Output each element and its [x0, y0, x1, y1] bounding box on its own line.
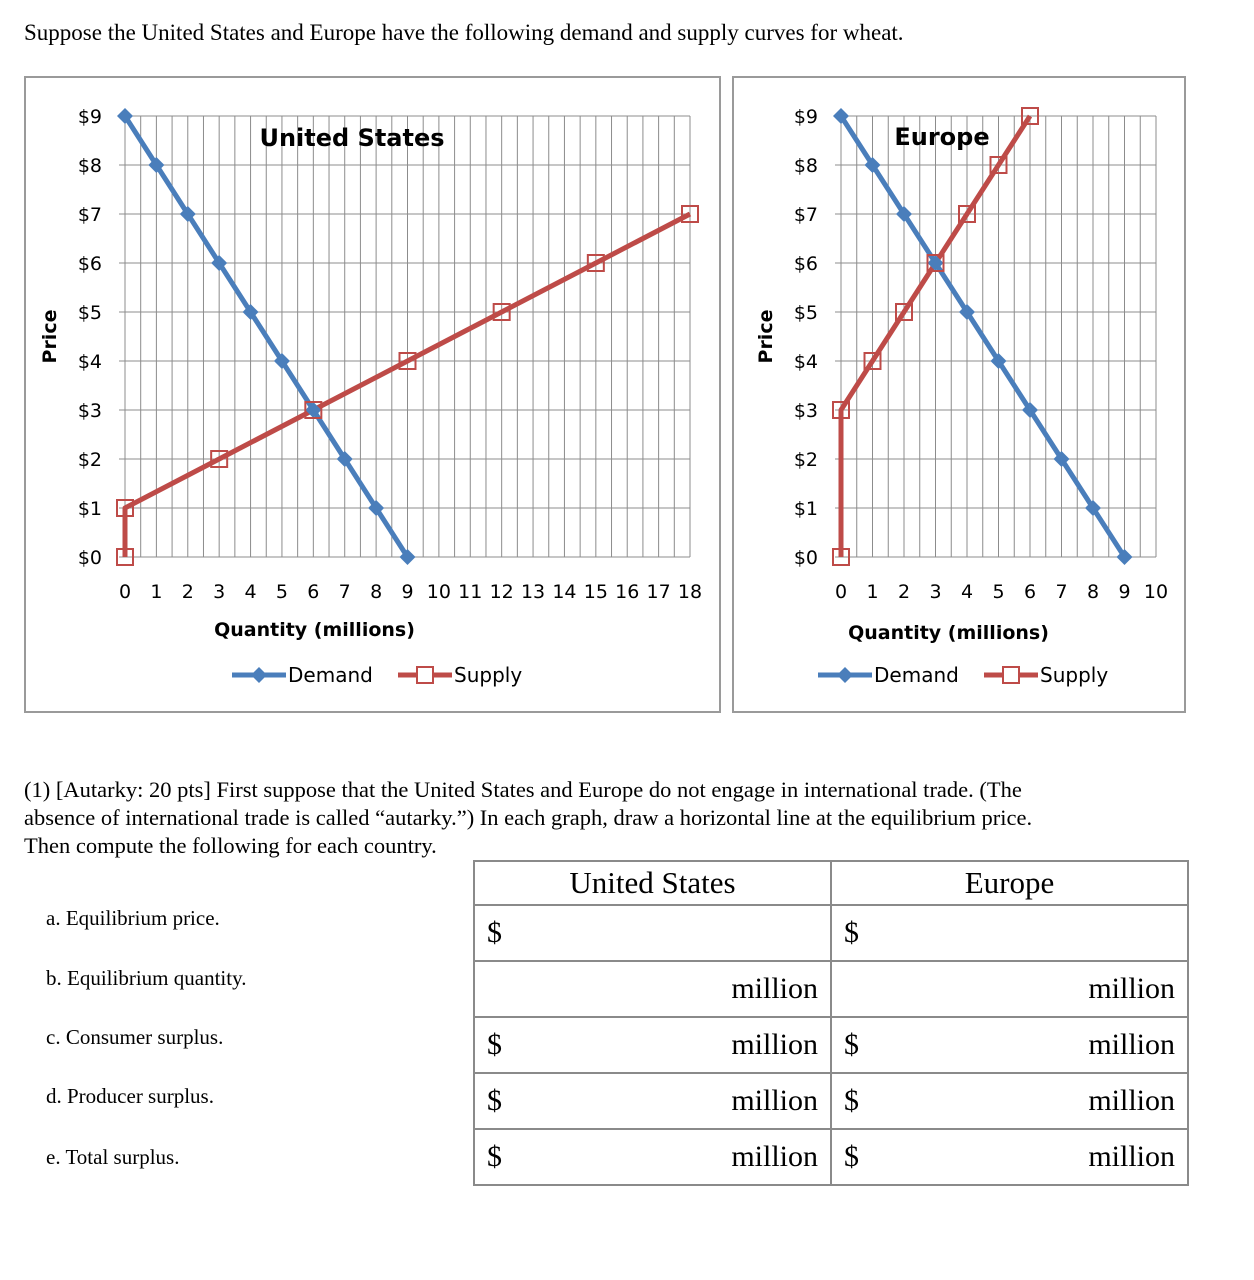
- y-tick-label: $5: [77, 302, 102, 324]
- table-row: [474, 1129, 1188, 1185]
- table-row: [474, 1073, 1188, 1129]
- x-tick-label: 5: [275, 581, 288, 603]
- x-tick-label: 9: [401, 581, 414, 603]
- x-tick-label: 8: [1086, 581, 1100, 603]
- intro-text: Suppose the United States and Europe have the following demand and supply curves for wheat.: [24, 20, 904, 45]
- million-unit: million: [1088, 1028, 1175, 1061]
- y-axis-label: Price: [39, 309, 61, 364]
- x-tick-label: 9: [1118, 581, 1131, 603]
- legend-supply-marker: [417, 667, 433, 683]
- table-row: [474, 961, 1188, 1017]
- x-axis-label: Quantity (millions): [214, 619, 415, 641]
- x-tick-label: 11: [458, 581, 483, 603]
- x-tick-label: 4: [244, 581, 257, 603]
- united-states-chart-panel: [24, 76, 721, 713]
- row-label-total-surplus: e. Total surplus.: [46, 1145, 180, 1169]
- million-unit: million: [731, 1084, 818, 1117]
- x-tick-label: 2: [181, 581, 194, 603]
- question-1: [24, 776, 1224, 860]
- y-tick-label: $5: [793, 302, 818, 324]
- x-tick-label: 14: [552, 581, 577, 603]
- eu-total-surplus-cell[interactable]: [831, 1129, 1188, 1185]
- y-tick-label: $1: [793, 498, 818, 520]
- legend-supply-marker: [1003, 667, 1019, 683]
- x-tick-label: 4: [960, 581, 974, 603]
- legend-demand-label: Demand: [288, 663, 373, 687]
- y-tick-label: $3: [793, 400, 818, 422]
- million-unit: million: [1088, 972, 1175, 1005]
- europe-chart: [734, 78, 1184, 711]
- x-tick-label: 18: [677, 581, 703, 603]
- x-tick-label: 3: [929, 581, 942, 603]
- dollar-sign: $: [487, 916, 502, 949]
- y-tick-label: $9: [793, 106, 818, 128]
- dollar-sign: $: [487, 1028, 502, 1061]
- legend-demand-marker: [251, 667, 267, 683]
- x-tick-label: 12: [489, 581, 514, 603]
- x-axis-label: Quantity (millions): [848, 622, 1049, 644]
- y-axis-label: Price: [755, 309, 777, 364]
- x-tick-label: 3: [213, 581, 226, 603]
- x-tick-label: 6: [307, 581, 320, 603]
- header-united-states: United States: [474, 861, 831, 905]
- us-quantity-cell[interactable]: [474, 961, 831, 1017]
- table-row: [474, 1017, 1188, 1073]
- y-tick-label: $0: [77, 547, 102, 569]
- legend-supply-label: Supply: [1040, 663, 1109, 687]
- row-label-equilibrium-quantity: b. Equilibrium quantity.: [46, 966, 247, 990]
- million-unit: million: [731, 1140, 818, 1173]
- x-tick-label: 1: [150, 581, 163, 603]
- dollar-sign: $: [844, 1028, 859, 1061]
- us-total-surplus-cell[interactable]: [474, 1129, 831, 1185]
- million-unit: million: [1088, 1140, 1175, 1173]
- dollar-sign: $: [844, 1140, 859, 1173]
- row-label-producer-surplus: d. Producer surplus.: [46, 1084, 214, 1108]
- chart-title: United States: [259, 124, 445, 152]
- y-tick-label: $6: [793, 253, 818, 275]
- x-tick-label: 15: [583, 581, 608, 603]
- eu-quantity-cell[interactable]: [831, 961, 1188, 1017]
- x-tick-label: 7: [1055, 581, 1068, 603]
- answer-table: [473, 860, 1189, 1186]
- row-label-equilibrium-price: a. Equilibrium price.: [46, 906, 220, 930]
- header-europe: Europe: [831, 861, 1188, 905]
- y-tick-label: $8: [77, 155, 102, 177]
- y-tick-label: $7: [793, 204, 818, 226]
- y-tick-label: $3: [77, 400, 102, 422]
- table-header-row: [474, 861, 1188, 905]
- x-tick-label: 5: [992, 581, 1005, 603]
- question-line: absence of international trade is called “autarky.”) In each graph, draw a horizontal line at the equilibrium price.: [24, 805, 1033, 830]
- eu-consumer-surplus-cell[interactable]: [831, 1017, 1188, 1073]
- y-tick-label: $7: [77, 204, 102, 226]
- x-tick-label: 0: [118, 581, 132, 603]
- y-tick-label: $4: [77, 351, 102, 373]
- table-row: [474, 905, 1188, 961]
- question-line: (1) [Autarky: 20 pts] First suppose that the United States and Europe do not engage in international trade. (The: [24, 777, 1022, 802]
- x-tick-label: 8: [370, 581, 383, 603]
- us-consumer-surplus-cell[interactable]: [474, 1017, 831, 1073]
- y-tick-label: $2: [793, 449, 818, 471]
- y-tick-label: $2: [77, 449, 102, 471]
- y-tick-label: $9: [77, 106, 102, 128]
- y-tick-label: $0: [793, 547, 818, 569]
- united-states-chart: [26, 78, 719, 711]
- x-tick-label: 10: [1143, 581, 1169, 603]
- x-tick-label: 1: [866, 581, 879, 603]
- y-tick-label: $6: [77, 253, 102, 275]
- x-tick-label: 0: [834, 581, 848, 603]
- y-tick-label: $8: [793, 155, 818, 177]
- x-tick-label: 13: [520, 581, 546, 603]
- us-price-cell[interactable]: [474, 905, 831, 961]
- y-tick-label: $4: [793, 351, 818, 373]
- million-unit: million: [731, 1028, 818, 1061]
- million-unit: million: [731, 972, 818, 1005]
- x-tick-label: 17: [646, 581, 671, 603]
- eu-producer-surplus-cell[interactable]: [831, 1073, 1188, 1129]
- eu-price-cell[interactable]: [831, 905, 1188, 961]
- x-tick-label: 10: [426, 581, 451, 603]
- row-label-consumer-surplus: c. Consumer surplus.: [46, 1025, 224, 1049]
- europe-chart-panel: [732, 76, 1186, 713]
- million-unit: million: [1088, 1084, 1175, 1117]
- x-tick-label: 16: [615, 581, 640, 603]
- dollar-sign: $: [487, 1084, 502, 1117]
- chart-title: Europe: [894, 123, 990, 151]
- us-producer-surplus-cell[interactable]: [474, 1073, 831, 1129]
- legend-supply-label: Supply: [454, 663, 523, 687]
- dollar-sign: $: [844, 916, 859, 949]
- legend-demand-label: Demand: [874, 663, 959, 687]
- y-tick-label: $1: [77, 498, 102, 520]
- x-tick-label: 2: [897, 581, 911, 603]
- dollar-sign: $: [844, 1084, 859, 1117]
- dollar-sign: $: [487, 1140, 502, 1173]
- x-tick-label: 7: [338, 581, 351, 603]
- x-tick-label: 6: [1023, 581, 1037, 603]
- question-line: Then compute the following for each country.: [24, 833, 437, 858]
- legend-demand-marker: [837, 667, 853, 683]
